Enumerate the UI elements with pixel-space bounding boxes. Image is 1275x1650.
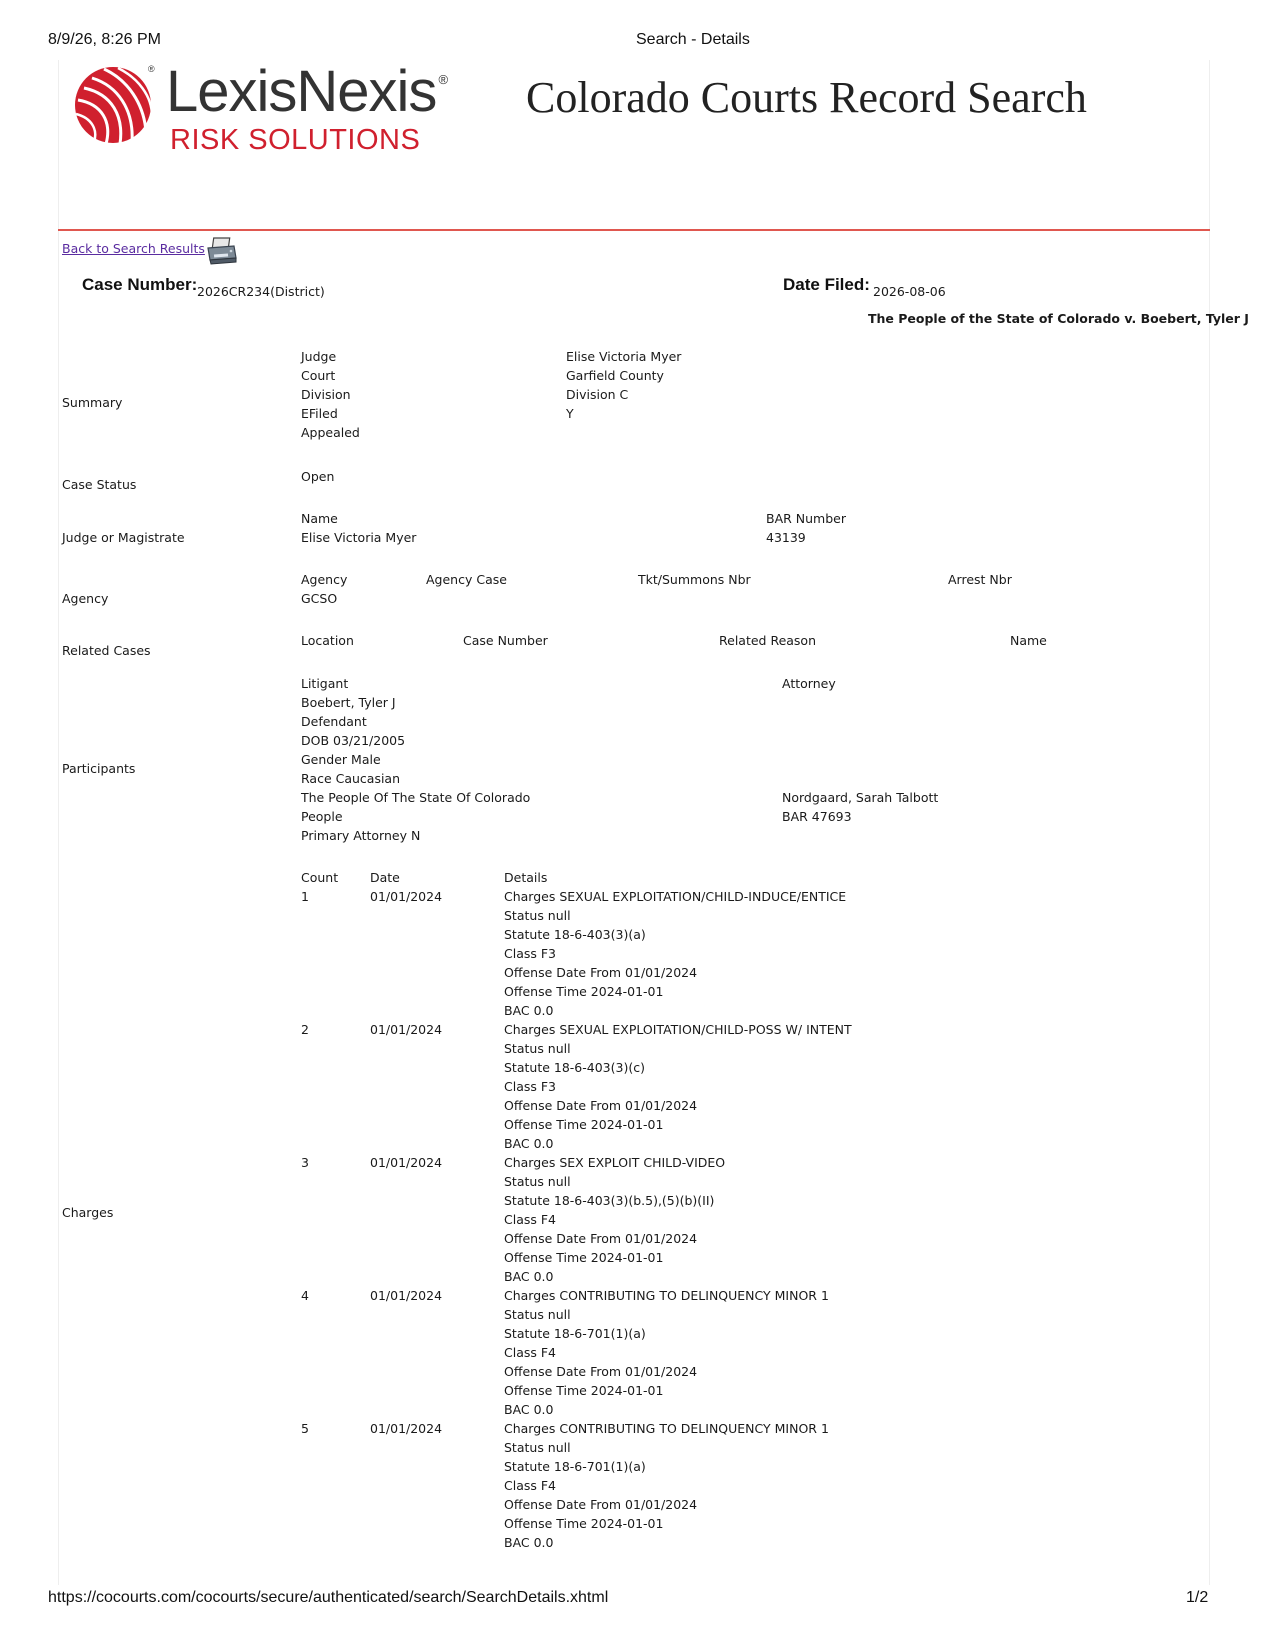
charge-detail-line: Offense Date From 01/01/2024 <box>504 1497 698 1512</box>
charges-section-label: Charges <box>62 1205 114 1220</box>
charge-count: 2 <box>301 1022 309 1037</box>
logo-registered-mark: ® <box>148 64 155 74</box>
summary-value-court: Garfield County <box>566 368 664 383</box>
participant-line: DOB 03/21/2005 <box>301 733 406 748</box>
charge-detail-line: BAC 0.0 <box>504 1535 554 1550</box>
charge-detail-line: Statute 18-6-701(1)(a) <box>504 1459 646 1474</box>
related-cases-section-label: Related Cases <box>62 643 151 658</box>
charge-detail-line: Statute 18-6-403(3)(a) <box>504 927 646 942</box>
charge-detail-line: Charges SEXUAL EXPLOITATION/CHILD-INDUCE/ENTICE <box>504 889 847 904</box>
attorney-bar: BAR 47693 <box>782 809 852 824</box>
participants-header-attorney: Attorney <box>782 676 836 691</box>
charge-count: 4 <box>301 1288 309 1303</box>
charge-detail-line: Class F3 <box>504 946 557 961</box>
charges-header-date: Date <box>370 870 400 885</box>
agency-section-label: Agency <box>62 591 109 606</box>
back-to-search-results-link[interactable]: Back to Search Results <box>62 241 205 256</box>
attorney-name: Nordgaard, Sarah Talbott <box>782 790 939 805</box>
summary-label-division: Division <box>301 387 351 402</box>
logo-name-text: LexisNexis <box>166 59 437 124</box>
print-url: https://cocourts.com/cocourts/secure/authenticated/search/SearchDetails.xhtml <box>48 1589 609 1606</box>
charge-detail-line: Offense Time 2024-01-01 <box>504 1516 664 1531</box>
judge-bar-label: BAR Number <box>766 511 846 526</box>
case-number-value: 2026CR234(District) <box>197 284 325 299</box>
summary-label-efiled: EFiled <box>301 406 338 421</box>
date-filed-label: Date Filed: <box>783 275 870 294</box>
agency-header-agency: Agency <box>301 572 348 587</box>
participant-line: Primary Attorney N <box>301 828 421 843</box>
agency-value: GCSO <box>301 591 338 606</box>
agency-header-arrest-nbr: Arrest Nbr <box>948 572 1012 587</box>
case-number-label: Case Number: <box>82 275 198 294</box>
charge-count: 1 <box>301 889 309 904</box>
page-frame-left <box>58 60 59 1585</box>
judge-name-value: Elise Victoria Myer <box>301 530 417 545</box>
summary-section-label: Summary <box>62 395 123 410</box>
charge-detail-line: Class F4 <box>504 1478 557 1493</box>
charge-detail-line: Status null <box>504 1174 571 1189</box>
charge-date: 01/01/2024 <box>370 1421 443 1436</box>
judge-name-label: Name <box>301 511 338 526</box>
charge-detail-line: Offense Time 2024-01-01 <box>504 984 664 999</box>
summary-value-judge: Elise Victoria Myer <box>566 349 682 364</box>
charge-detail-line: Offense Time 2024-01-01 <box>504 1383 664 1398</box>
case-status-value: Open <box>301 469 335 484</box>
agency-header-tkt-summons: Tkt/Summons Nbr <box>638 572 751 587</box>
charge-detail-line: Statute 18-6-403(3)(c) <box>504 1060 645 1075</box>
charges-header-count: Count <box>301 870 339 885</box>
charge-detail-line: Class F4 <box>504 1345 557 1360</box>
summary-value-efiled: Y <box>566 406 574 421</box>
participant-line: People <box>301 809 343 824</box>
case-caption: The People of the State of Colorado v. Boebert, Tyler J <box>868 311 1249 326</box>
charge-detail-line: Class F4 <box>504 1212 557 1227</box>
related-header-related-reason: Related Reason <box>719 633 817 648</box>
printer-icon[interactable] <box>205 236 239 266</box>
agency-header-agency-case: Agency Case <box>426 572 507 587</box>
lexisnexis-logo <box>70 58 460 168</box>
summary-label-court: Court <box>301 368 336 383</box>
charge-detail-line: Offense Time 2024-01-01 <box>504 1117 664 1132</box>
charge-date: 01/01/2024 <box>370 1288 443 1303</box>
charge-detail-line: Status null <box>504 1041 571 1056</box>
date-filed-value: 2026-08-06 <box>873 284 946 299</box>
summary-value-division: Division C <box>566 387 629 402</box>
related-header-case-number: Case Number <box>463 633 548 648</box>
participant-line: Gender Male <box>301 752 381 767</box>
charge-detail-line: Statute 18-6-403(3)(b.5),(5)(b)(II) <box>504 1193 715 1208</box>
logo-name-registered: ® <box>438 72 448 87</box>
charge-detail-line: Offense Date From 01/01/2024 <box>504 1364 698 1379</box>
charge-detail-line: Status null <box>504 1307 571 1322</box>
logo-name <box>166 58 447 125</box>
charge-count: 3 <box>301 1155 309 1170</box>
summary-label-judge: Judge <box>301 349 337 364</box>
print-page-title: Search - Details <box>636 31 750 48</box>
charge-detail-line: Status null <box>504 1440 571 1455</box>
charge-count: 5 <box>301 1421 309 1436</box>
charge-detail-line: Status null <box>504 908 571 923</box>
summary-label-appealed: Appealed <box>301 425 360 440</box>
participant-line: Defendant <box>301 714 367 729</box>
charge-detail-line: Charges CONTRIBUTING TO DELINQUENCY MINOR 1 <box>504 1421 829 1436</box>
charge-detail-line: BAC 0.0 <box>504 1402 554 1417</box>
charge-detail-line: BAC 0.0 <box>504 1136 554 1151</box>
charge-detail-line: Offense Date From 01/01/2024 <box>504 1098 698 1113</box>
charge-detail-line: Offense Date From 01/01/2024 <box>504 965 698 980</box>
participant-line: Boebert, Tyler J <box>301 695 396 710</box>
related-header-location: Location <box>301 633 354 648</box>
page-frame-right <box>1209 60 1210 1585</box>
app-title: Colorado Courts Record Search <box>526 73 1087 122</box>
charge-detail-line: BAC 0.0 <box>504 1003 554 1018</box>
participant-line: The People Of The State Of Colorado <box>301 790 531 805</box>
charge-date: 01/01/2024 <box>370 889 443 904</box>
charge-detail-line: BAC 0.0 <box>504 1269 554 1284</box>
participant-line: Race Caucasian <box>301 771 401 786</box>
charge-date: 01/01/2024 <box>370 1155 443 1170</box>
print-page-number: 1/2 <box>1186 1589 1209 1606</box>
logo-subtitle: RISK SOLUTIONS <box>170 124 421 156</box>
charge-detail-line: Statute 18-6-701(1)(a) <box>504 1326 646 1341</box>
charge-date: 01/01/2024 <box>370 1022 443 1037</box>
header-divider <box>58 229 1210 231</box>
charge-detail-line: Offense Date From 01/01/2024 <box>504 1231 698 1246</box>
judge-section-label: Judge or Magistrate <box>62 530 185 545</box>
logo-sphere-icon <box>72 64 154 146</box>
participants-header-litigant: Litigant <box>301 676 349 691</box>
related-header-name: Name <box>1010 633 1047 648</box>
print-datetime: 8/9/26, 8:26 PM <box>48 31 161 48</box>
case-status-section-label: Case Status <box>62 477 137 492</box>
charge-detail-line: Charges SEXUAL EXPLOITATION/CHILD-POSS W/ INTENT <box>504 1022 852 1037</box>
charge-detail-line: Charges SEX EXPLOIT CHILD-VIDEO <box>504 1155 726 1170</box>
judge-bar-value: 43139 <box>766 530 806 545</box>
charge-detail-line: Class F3 <box>504 1079 557 1094</box>
charge-detail-line: Charges CONTRIBUTING TO DELINQUENCY MINOR 1 <box>504 1288 829 1303</box>
participants-section-label: Participants <box>62 761 136 776</box>
charges-header-details: Details <box>504 870 548 885</box>
charge-detail-line: Offense Time 2024-01-01 <box>504 1250 664 1265</box>
